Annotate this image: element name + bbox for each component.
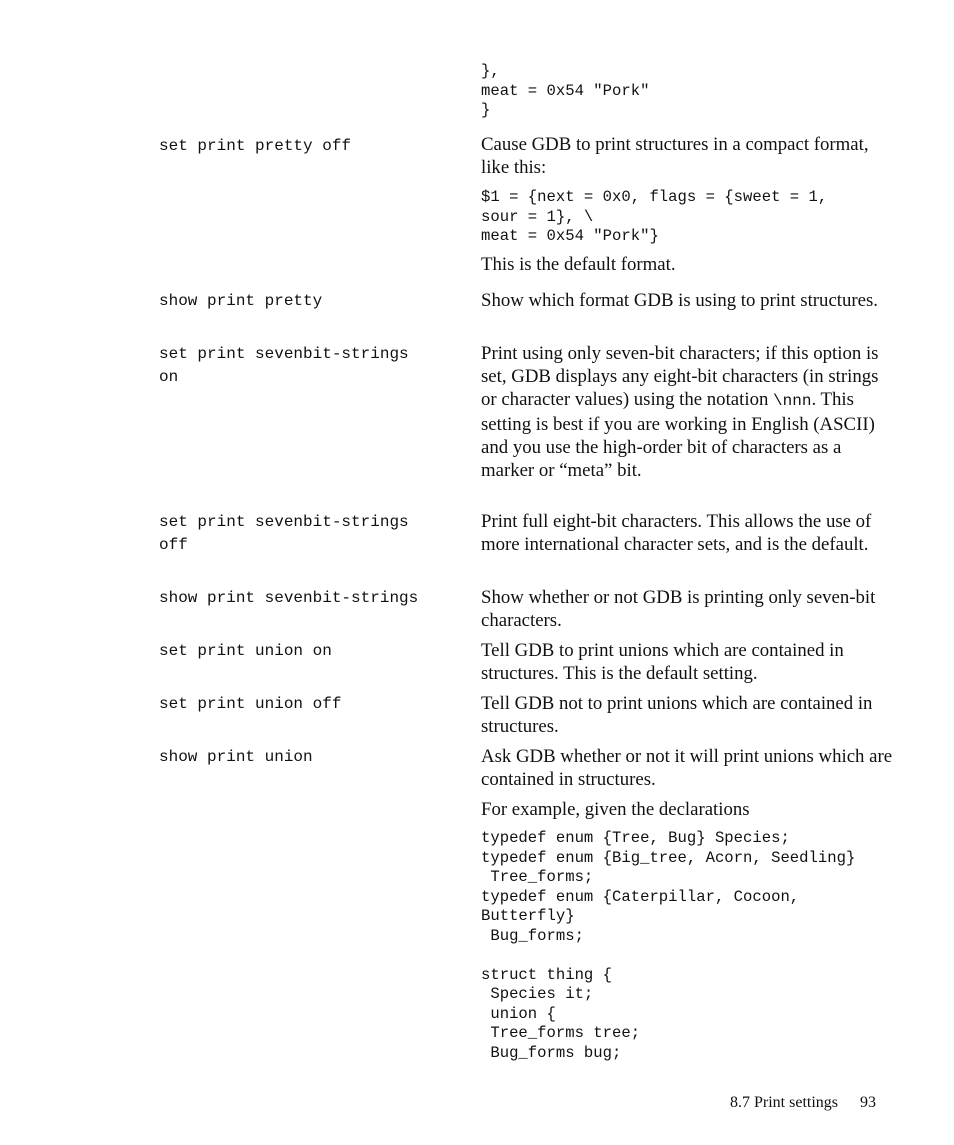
desc-text-before: Print using only seven-bit characters; if this option is set, GDB displays any eight-bit characters (in strings or character values) using the notation xyxy=(481,343,879,410)
desc-text: Show whether or not GDB is printing only seven-bit characters. xyxy=(481,587,876,631)
page-footer xyxy=(730,1093,876,1113)
desc-text-default: This is the default format. xyxy=(481,253,676,275)
code-block-top: }, meat = 0x54 "Pork" } xyxy=(481,62,650,119)
term-set-print-union-off: set print union off xyxy=(159,695,342,713)
page-number: 93 xyxy=(860,1094,877,1111)
inline-code-nnn: \nnn xyxy=(773,392,812,410)
desc-text: Cause GDB to print structures in a compact format, like this: xyxy=(481,134,869,178)
term-set-print-sevenbit-strings-off: set print sevenbit-strings off xyxy=(159,513,409,554)
desc-text-example: For example, given the declarations xyxy=(481,799,750,820)
desc-text: Show which format GDB is using to print structures. xyxy=(481,290,878,311)
desc-show-print-pretty xyxy=(481,289,896,312)
code-block-declarations: typedef enum {Tree, Bug} Species; typedef enum {Big_tree, Acorn, Seedling} Tree_forms; typedef enum {Caterpillar, Cocoon, Butterfly} Bug_forms; struct thing { Species it; union { Tree_forms tree; Bug_forms bug; xyxy=(481,829,856,1062)
desc-set-print-union-on xyxy=(481,639,896,685)
desc-text: Tell GDB to print unions which are contained in structures. This is the default setting. xyxy=(481,640,844,684)
desc-show-print-union xyxy=(481,745,896,1063)
desc-set-print-sevenbit-strings-off xyxy=(481,510,896,556)
desc-set-print-union-off xyxy=(481,692,896,738)
term-set-print-pretty-off: set print pretty off xyxy=(159,137,352,155)
desc-set-print-pretty-off xyxy=(481,133,896,276)
desc-text-after: . This setting is best if you are working in English (ASCII) and you use the high-order bit of characters as a marker or “meta” bit. xyxy=(481,389,875,481)
desc-text: Tell GDB not to print unions which are contained in structures. xyxy=(481,693,873,737)
code-block-compact: $1 = {next = 0x0, flags = {sweet = 1, sour = 1}, \ meat = 0x54 "Pork"} xyxy=(481,188,828,245)
term-set-print-sevenbit-strings-on: set print sevenbit-strings on xyxy=(159,345,409,386)
desc-text: Print full eight-bit characters. This allows the use of more international character sets, and is the default. xyxy=(481,511,872,555)
desc-text xyxy=(481,342,896,482)
desc-set-print-sevenbit-strings-on xyxy=(481,342,896,482)
desc-show-print-sevenbit-strings xyxy=(481,586,896,632)
desc-text: Ask GDB whether or not it will print unions which are contained in structures. xyxy=(481,746,893,790)
term-show-print-pretty: show print pretty xyxy=(159,292,323,310)
footer-section-title: 8.7 Print settings xyxy=(730,1094,839,1111)
term-show-print-sevenbit-strings: show print sevenbit-strings xyxy=(159,589,419,607)
term-show-print-union: show print union xyxy=(159,748,313,766)
term-set-print-union-on: set print union on xyxy=(159,642,332,660)
